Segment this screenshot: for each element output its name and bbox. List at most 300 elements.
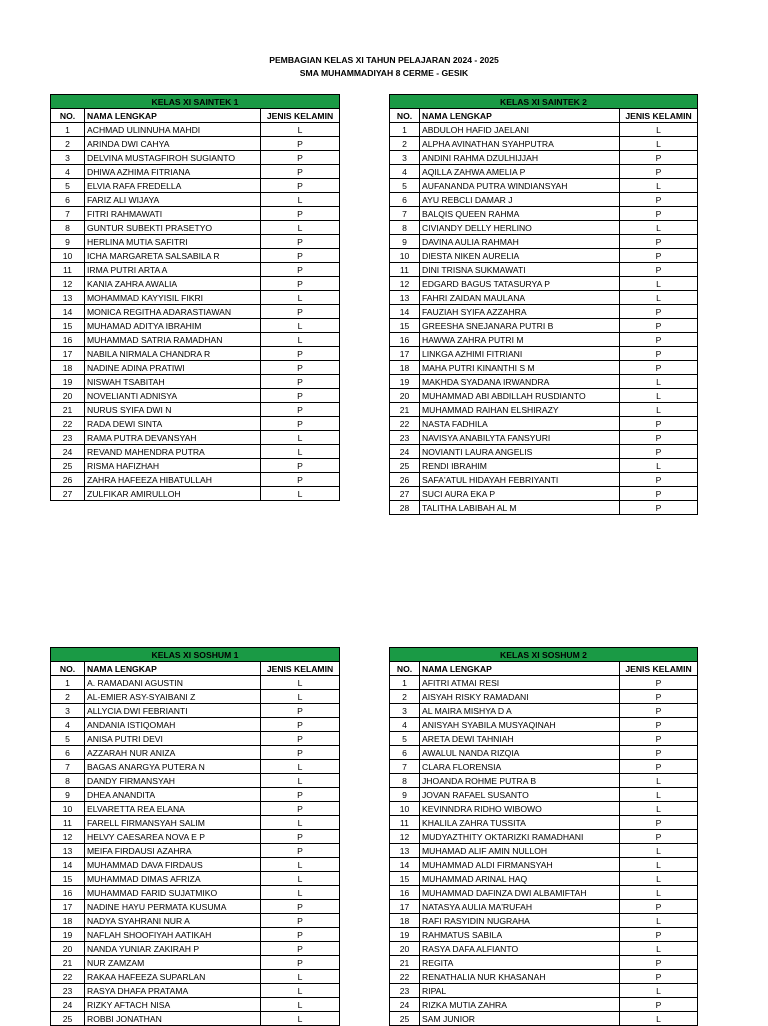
student-name: ICHA MARGARETA SALSABILA R (85, 249, 261, 263)
student-row (390, 984, 698, 998)
student-number: 17 (51, 900, 85, 914)
student-number: 9 (51, 788, 85, 802)
student-number: 18 (390, 914, 420, 928)
student-gender: L (620, 914, 698, 928)
student-gender: P (620, 830, 698, 844)
student-number: 2 (51, 690, 85, 704)
student-name: SUCI AURA EKA P (420, 487, 620, 501)
column-header-no: NO. (390, 109, 420, 123)
student-row (51, 375, 340, 389)
student-row (51, 165, 340, 179)
student-name: NURUS SYIFA DWI N (85, 403, 261, 417)
student-gender: P (620, 151, 698, 165)
student-gender: P (620, 816, 698, 830)
student-number: 17 (390, 347, 420, 361)
student-gender: P (620, 690, 698, 704)
student-gender: P (261, 914, 340, 928)
student-number: 22 (390, 970, 420, 984)
student-name: NISWAH TSABITAH (85, 375, 261, 389)
student-name: MUHAMMAD FARID SUJATMIKO (85, 886, 261, 900)
student-gender: P (261, 830, 340, 844)
student-number: 11 (51, 816, 85, 830)
student-number: 7 (390, 760, 420, 774)
student-number: 23 (51, 431, 85, 445)
student-gender: P (261, 900, 340, 914)
student-number: 6 (390, 746, 420, 760)
student-number: 21 (390, 956, 420, 970)
student-number: 4 (390, 718, 420, 732)
student-gender: P (261, 417, 340, 431)
student-gender: L (620, 802, 698, 816)
student-name: AFITRI ATMAI RESI (420, 676, 620, 690)
student-number: 18 (51, 914, 85, 928)
student-name: ANISYAH SYABILA MUSYAQINAH (420, 718, 620, 732)
student-name: TALITHA LABIBAH AL M (420, 501, 620, 515)
student-number: 6 (51, 746, 85, 760)
column-header-no: NO. (51, 662, 85, 676)
student-row (51, 914, 340, 928)
student-gender: L (261, 970, 340, 984)
student-row (51, 151, 340, 165)
student-number: 9 (390, 235, 420, 249)
student-gender: P (261, 277, 340, 291)
student-row (390, 389, 698, 403)
student-number: 1 (390, 123, 420, 137)
student-number: 12 (390, 830, 420, 844)
student-name: MUHAMMAD ABI ABDILLAH RUSDIANTO (420, 389, 620, 403)
student-row (51, 718, 340, 732)
student-gender: L (620, 942, 698, 956)
student-gender: P (620, 732, 698, 746)
student-gender: P (620, 319, 698, 333)
student-name: ACHMAD ULINNUHA MAHDI (85, 123, 261, 137)
student-number: 7 (390, 207, 420, 221)
student-name: AQILLA ZAHWA AMELIA P (420, 165, 620, 179)
student-number: 9 (390, 788, 420, 802)
student-row (390, 956, 698, 970)
student-number: 13 (390, 291, 420, 305)
student-row (51, 263, 340, 277)
student-row (390, 970, 698, 984)
student-row (51, 732, 340, 746)
student-row (390, 676, 698, 690)
student-row (51, 459, 340, 473)
student-row (390, 914, 698, 928)
student-gender: L (261, 774, 340, 788)
student-name: DIESTA NIKEN AURELIA (420, 249, 620, 263)
student-gender: L (620, 1012, 698, 1026)
student-name: MUHAMMAD ARINAL HAQ (420, 872, 620, 886)
student-name: RENATHALIA NUR KHASANAH (420, 970, 620, 984)
student-gender: L (261, 333, 340, 347)
student-name: JHOANDA ROHME PUTRA B (420, 774, 620, 788)
student-gender: L (620, 123, 698, 137)
student-name: MUHAMAD ALIF AMIN NULLOH (420, 844, 620, 858)
student-row (51, 844, 340, 858)
student-gender: L (620, 858, 698, 872)
student-row (390, 151, 698, 165)
student-name: NUR ZAMZAM (85, 956, 261, 970)
student-name: RIZKA MUTIA ZAHRA (420, 998, 620, 1012)
student-row (390, 403, 698, 417)
student-name: SAFA'ATUL HIDAYAH FEBRIYANTI (420, 473, 620, 487)
student-gender: L (261, 760, 340, 774)
student-row (390, 165, 698, 179)
student-row (390, 760, 698, 774)
student-name: ALPHA AVINATHAN SYAHPUTRA (420, 137, 620, 151)
student-row (51, 998, 340, 1012)
column-header-no: NO. (390, 662, 420, 676)
student-name: BALQIS QUEEN RAHMA (420, 207, 620, 221)
student-row (390, 1012, 698, 1026)
student-gender: P (620, 333, 698, 347)
student-row (51, 956, 340, 970)
student-row (51, 788, 340, 802)
document-title: PEMBAGIAN KELAS XI TAHUN PELAJARAN 2024 - 2025 (269, 55, 499, 65)
student-number: 17 (390, 900, 420, 914)
student-name: GREESHA SNEJANARA PUTRI B (420, 319, 620, 333)
student-number: 11 (51, 263, 85, 277)
student-gender: P (261, 305, 340, 319)
student-gender: P (261, 389, 340, 403)
student-name: LINKGA AZHIMI FITRIANI (420, 347, 620, 361)
student-gender: P (261, 802, 340, 816)
student-number: 7 (51, 207, 85, 221)
student-gender: P (620, 970, 698, 984)
student-row (51, 361, 340, 375)
student-row (51, 900, 340, 914)
student-number: 19 (390, 375, 420, 389)
student-gender: P (261, 151, 340, 165)
student-row (51, 235, 340, 249)
table-caption: KELAS XI SOSHUM 2 (390, 648, 698, 662)
student-name: NOVIANTI LAURA ANGELIS (420, 445, 620, 459)
student-gender: L (620, 137, 698, 151)
student-gender: L (620, 221, 698, 235)
student-row (390, 459, 698, 473)
student-number: 4 (51, 718, 85, 732)
student-number: 7 (51, 760, 85, 774)
student-name: REGITA (420, 956, 620, 970)
student-gender: L (261, 858, 340, 872)
student-gender: L (261, 291, 340, 305)
student-gender: P (620, 473, 698, 487)
student-number: 19 (390, 928, 420, 942)
student-row (390, 774, 698, 788)
student-number: 2 (51, 137, 85, 151)
student-name: KANIA ZAHRA AWALIA (85, 277, 261, 291)
student-gender: P (620, 193, 698, 207)
student-number: 16 (51, 886, 85, 900)
student-name: RAMA PUTRA DEVANSYAH (85, 431, 261, 445)
student-gender: L (261, 319, 340, 333)
student-row (390, 431, 698, 445)
student-row (51, 403, 340, 417)
student-number: 22 (390, 417, 420, 431)
student-gender: L (620, 774, 698, 788)
student-name: RISMA HAFIZHAH (85, 459, 261, 473)
student-gender: P (620, 165, 698, 179)
student-row (51, 802, 340, 816)
student-name: AL MAIRA MISHYA D A (420, 704, 620, 718)
student-name: NADYA SYAHRANI NUR A (85, 914, 261, 928)
student-gender: L (261, 690, 340, 704)
student-gender: P (620, 900, 698, 914)
student-name: RASYA DAFA ALFIANTO (420, 942, 620, 956)
student-gender: L (620, 886, 698, 900)
student-gender: P (620, 956, 698, 970)
student-gender: P (620, 417, 698, 431)
student-gender: L (261, 431, 340, 445)
student-number: 3 (51, 704, 85, 718)
student-number: 21 (51, 403, 85, 417)
student-number: 23 (390, 431, 420, 445)
student-number: 4 (51, 165, 85, 179)
student-row (390, 361, 698, 375)
student-name: RIPAL (420, 984, 620, 998)
student-number: 16 (390, 333, 420, 347)
student-number: 20 (390, 942, 420, 956)
student-row (390, 844, 698, 858)
student-name: ALLYCIA DWI FEBRIANTI (85, 704, 261, 718)
student-gender: P (261, 207, 340, 221)
student-row (390, 445, 698, 459)
student-number: 8 (51, 221, 85, 235)
student-number: 10 (51, 249, 85, 263)
student-name: KEVINNDRA RIDHO WIBOWO (420, 802, 620, 816)
student-row (390, 690, 698, 704)
student-name: AUFANANDA PUTRA WINDIANSYAH (420, 179, 620, 193)
student-number: 24 (51, 998, 85, 1012)
student-number: 5 (51, 732, 85, 746)
student-number: 3 (390, 151, 420, 165)
student-gender: L (261, 487, 340, 501)
student-number: 11 (390, 816, 420, 830)
student-row (390, 333, 698, 347)
student-name: HELVY CAESAREA NOVA E P (85, 830, 261, 844)
student-gender: P (261, 718, 340, 732)
student-row (51, 305, 340, 319)
student-number: 3 (390, 704, 420, 718)
student-number: 22 (51, 417, 85, 431)
student-name: MAKHDA SYADANA IRWANDRA (420, 375, 620, 389)
student-name: ARINDA DWI CAHYA (85, 137, 261, 151)
student-row (390, 732, 698, 746)
student-row (390, 746, 698, 760)
student-number: 14 (390, 305, 420, 319)
student-number: 16 (390, 886, 420, 900)
student-name: CLARA FLORENSIA (420, 760, 620, 774)
student-row (51, 816, 340, 830)
student-row (51, 704, 340, 718)
student-number: 5 (390, 732, 420, 746)
student-row (51, 676, 340, 690)
class-table-soshum-2 (389, 647, 698, 1026)
student-name: BAGAS ANARGYA PUTERA N (85, 760, 261, 774)
student-row (51, 928, 340, 942)
student-name: FARELL FIRMANSYAH SALIM (85, 816, 261, 830)
student-gender: P (620, 431, 698, 445)
student-name: GUNTUR SUBEKTI PRASETYO (85, 221, 261, 235)
student-number: 10 (390, 802, 420, 816)
student-name: RAKAA HAFEEZA SUPARLAN (85, 970, 261, 984)
student-gender: L (261, 984, 340, 998)
student-name: RAFI RASYIDIN NUGRAHA (420, 914, 620, 928)
column-header-no: NO. (51, 109, 85, 123)
student-gender: P (620, 361, 698, 375)
student-name: NATASYA AULIA MA'RUFAH (420, 900, 620, 914)
student-row (390, 928, 698, 942)
student-name: EDGARD BAGUS TATASURYA P (420, 277, 620, 291)
student-row (390, 816, 698, 830)
student-gender: P (261, 788, 340, 802)
student-number: 25 (390, 459, 420, 473)
student-number: 9 (51, 235, 85, 249)
student-number: 15 (390, 319, 420, 333)
student-name: ZAHRA HAFEEZA HIBATULLAH (85, 473, 261, 487)
student-number: 18 (51, 361, 85, 375)
student-name: KHALILA ZAHRA TUSSITA (420, 816, 620, 830)
student-name: ANDANIA ISTIQOMAH (85, 718, 261, 732)
student-number: 15 (51, 319, 85, 333)
student-row (51, 221, 340, 235)
student-name: DELVINA MUSTAGFIROH SUGIANTO (85, 151, 261, 165)
student-row (390, 235, 698, 249)
student-gender: P (620, 928, 698, 942)
student-row (51, 431, 340, 445)
student-number: 5 (390, 179, 420, 193)
column-header-name: NAMA LENGKAP (420, 109, 620, 123)
student-row (51, 760, 340, 774)
student-row (51, 291, 340, 305)
table-caption: KELAS XI SAINTEK 2 (390, 95, 698, 109)
student-gender: P (620, 998, 698, 1012)
student-gender: P (261, 235, 340, 249)
student-number: 1 (51, 676, 85, 690)
student-gender: P (620, 760, 698, 774)
student-row (51, 858, 340, 872)
student-number: 22 (51, 970, 85, 984)
student-name: CIVIANDY DELLY HERLINO (420, 221, 620, 235)
student-name: NADINE HAYU PERMATA KUSUMA (85, 900, 261, 914)
student-row (51, 487, 340, 501)
student-name: AYU REBCLI DAMAR J (420, 193, 620, 207)
student-name: IRMA PUTRI ARTA A (85, 263, 261, 277)
student-row (51, 970, 340, 984)
student-name: ABDULOH HAFID JAELANI (420, 123, 620, 137)
student-name: MONICA REGITHA ADARASTIAWAN (85, 305, 261, 319)
student-number: 28 (390, 501, 420, 515)
student-row (390, 487, 698, 501)
student-gender: L (261, 1012, 340, 1026)
student-number: 12 (390, 277, 420, 291)
student-row (390, 886, 698, 900)
column-header-gender: JENIS KELAMIN (620, 109, 698, 123)
student-gender: L (620, 984, 698, 998)
student-name: REVAND MAHENDRA PUTRA (85, 445, 261, 459)
student-row (51, 389, 340, 403)
student-number: 20 (390, 389, 420, 403)
student-number: 6 (51, 193, 85, 207)
student-row (51, 872, 340, 886)
student-row (390, 900, 698, 914)
student-name: NASTA FADHILA (420, 417, 620, 431)
student-name: MUHAMMAD ALDI FIRMANSYAH (420, 858, 620, 872)
student-row (51, 179, 340, 193)
student-number: 24 (390, 998, 420, 1012)
student-row (390, 221, 698, 235)
student-number: 12 (51, 277, 85, 291)
student-number: 21 (390, 403, 420, 417)
student-number: 25 (390, 1012, 420, 1026)
student-number: 10 (51, 802, 85, 816)
student-gender: P (620, 445, 698, 459)
student-name: FAHRI ZAIDAN MAULANA (420, 291, 620, 305)
student-number: 15 (390, 872, 420, 886)
class-table-saintek-1 (50, 94, 340, 501)
student-row (390, 375, 698, 389)
student-row (390, 942, 698, 956)
student-gender: L (261, 123, 340, 137)
student-row (51, 746, 340, 760)
student-number: 18 (390, 361, 420, 375)
student-gender: L (620, 375, 698, 389)
student-gender: L (620, 403, 698, 417)
student-name: SAM JUNIOR (420, 1012, 620, 1026)
student-row (390, 704, 698, 718)
student-number: 20 (51, 389, 85, 403)
student-gender: L (620, 389, 698, 403)
student-number: 26 (51, 473, 85, 487)
student-gender: L (620, 277, 698, 291)
student-number: 15 (51, 872, 85, 886)
school-name: SMA MUHAMMADIYAH 8 CERME - GESIK (299, 68, 469, 78)
student-number: 25 (51, 1012, 85, 1026)
student-number: 27 (390, 487, 420, 501)
student-gender: L (261, 221, 340, 235)
student-row (390, 305, 698, 319)
student-gender: L (620, 291, 698, 305)
student-number: 24 (51, 445, 85, 459)
student-row (390, 858, 698, 872)
student-row (390, 347, 698, 361)
student-gender: P (620, 347, 698, 361)
student-number: 26 (390, 473, 420, 487)
student-row (390, 249, 698, 263)
student-row (390, 998, 698, 1012)
student-gender: P (261, 704, 340, 718)
student-number: 25 (51, 459, 85, 473)
student-name: MUHAMMAD DIMAS AFRIZA (85, 872, 261, 886)
student-name: ANDINI RAHMA DZULHIJJAH (420, 151, 620, 165)
student-number: 13 (390, 844, 420, 858)
student-gender: P (261, 179, 340, 193)
student-name: AZZARAH NUR ANIZA (85, 746, 261, 760)
student-number: 24 (390, 445, 420, 459)
student-gender: L (261, 676, 340, 690)
class-table-saintek-2 (389, 94, 698, 515)
student-row (51, 417, 340, 431)
student-gender: P (261, 361, 340, 375)
student-row (390, 872, 698, 886)
student-number: 14 (51, 305, 85, 319)
student-name: AWALUL NANDA RIZQIA (420, 746, 620, 760)
student-row (390, 291, 698, 305)
student-name: NOVELIANTI ADNISYA (85, 389, 261, 403)
student-number: 2 (390, 137, 420, 151)
student-number: 2 (390, 690, 420, 704)
student-name: AISYAH RISKY RAMADANI (420, 690, 620, 704)
